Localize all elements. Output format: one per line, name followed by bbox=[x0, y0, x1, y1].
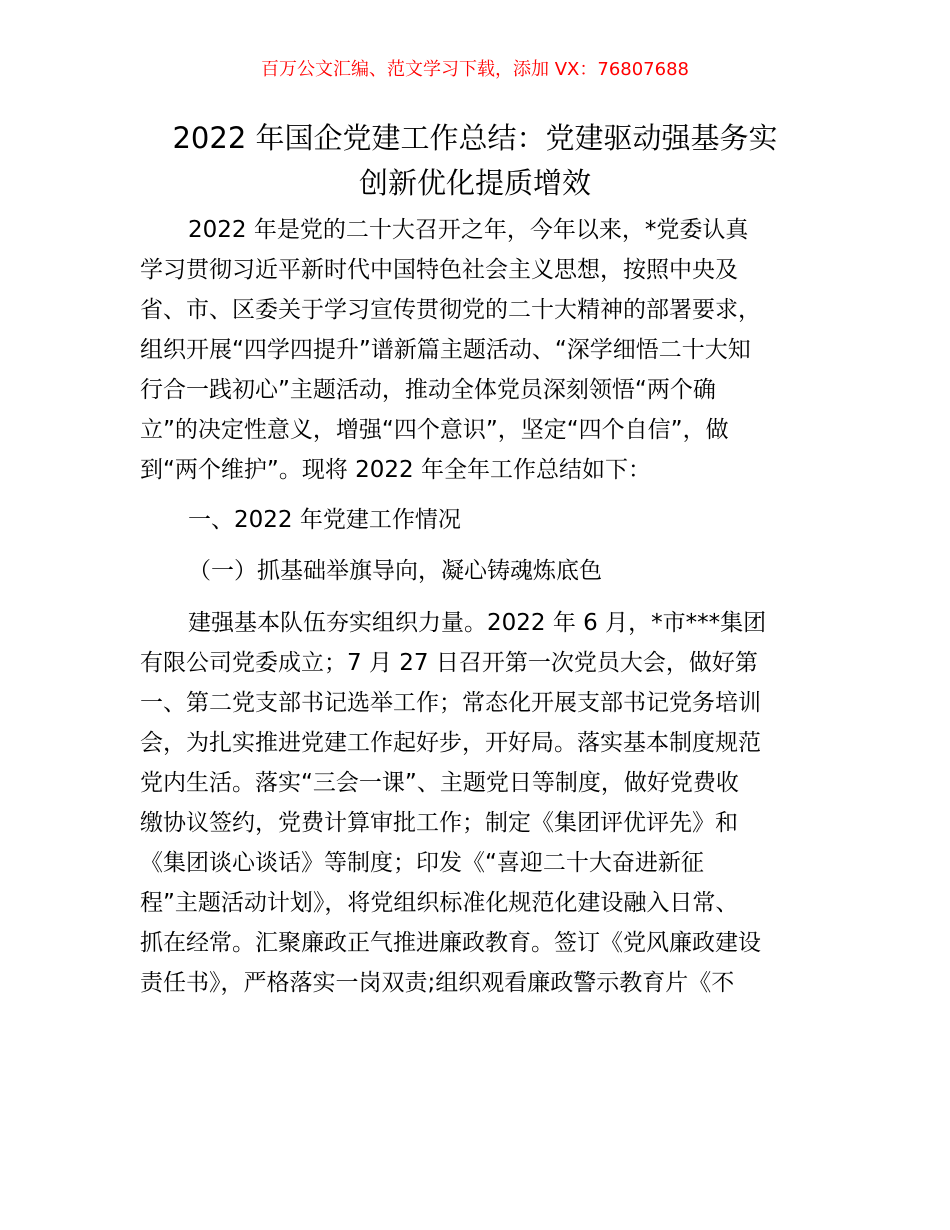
section-heading-2 bbox=[140, 551, 810, 591]
text-line: 2022 年是党的二十大召开之年，今年以来，*党委认真 bbox=[188, 217, 749, 243]
title-line: 2022 年国企党建工作总结：党建驱动强基务实 bbox=[172, 121, 778, 155]
text-line: 省、市、区委关于学习宣传贯彻党的二十大精神的部署要求， bbox=[140, 297, 761, 323]
text-line: 有限公司党委成立；7 月 27 日召开第一次党员大会，做好第 bbox=[140, 650, 758, 676]
section-heading-1 bbox=[140, 500, 810, 540]
text-line: （一）抓基础举旗导向，凝心铸魂炼底色 bbox=[188, 558, 602, 584]
text-line: 《集团谈心谈话》等制度；印发《“喜迎二十大奋进新征 bbox=[140, 850, 704, 876]
body-paragraph bbox=[140, 603, 810, 1003]
text-line: 程”主题活动计划》，将党组织标准化规范化建设融入日常、 bbox=[140, 890, 739, 916]
text-line: 到“两个维护”。现将 2022 年全年工作总结如下： bbox=[140, 457, 651, 483]
text-line: 一、第二党支部书记选举工作；常态化开展支部书记党务培训 bbox=[140, 690, 761, 716]
text-line: 行合一践初心”主题活动，推动全体党员深刻领悟“两个确 bbox=[140, 377, 716, 403]
text-line: 组织开展“四学四提升”谱新篇主题活动、“深学细悟二十大知 bbox=[140, 337, 751, 363]
text-line: 立”的决定性意义，增强“四个意识”，坚定“四个自信”，做 bbox=[140, 417, 729, 443]
intro-paragraph bbox=[140, 210, 810, 490]
text-line: 党内生活。落实“三会一课”、主题党日等制度，做好党费收 bbox=[140, 770, 739, 796]
title-line: 创新优化提质增效 bbox=[358, 166, 591, 200]
text-line: 抓在经常。汇聚廉政正气推进廉政教育。签订《党风廉政建设 bbox=[140, 930, 761, 956]
text-line: 建强基本队伍夯实组织力量。2022 年 6 月，*市***集团 bbox=[188, 610, 767, 636]
document-body bbox=[140, 210, 810, 1003]
text-line: 会，为扎实推进党建工作起好步，开好局。落实基本制度规范 bbox=[140, 730, 761, 756]
text-line: 学习贯彻习近平新时代中国特色社会主义思想，按照中央及 bbox=[140, 257, 738, 283]
document-title bbox=[140, 116, 810, 206]
text-line: 缴协议签约，党费计算审批工作；制定《集团评优评先》和 bbox=[140, 810, 738, 836]
text-line: 责任书》，严格落实一岗双责;组织观看廉政警示教育片《不 bbox=[140, 970, 735, 996]
text-line: 一、2022 年党建工作情况 bbox=[188, 507, 461, 533]
header-promo-note: 百万公文汇编、范文学习下载，添加 VX：76807688 bbox=[261, 59, 689, 80]
